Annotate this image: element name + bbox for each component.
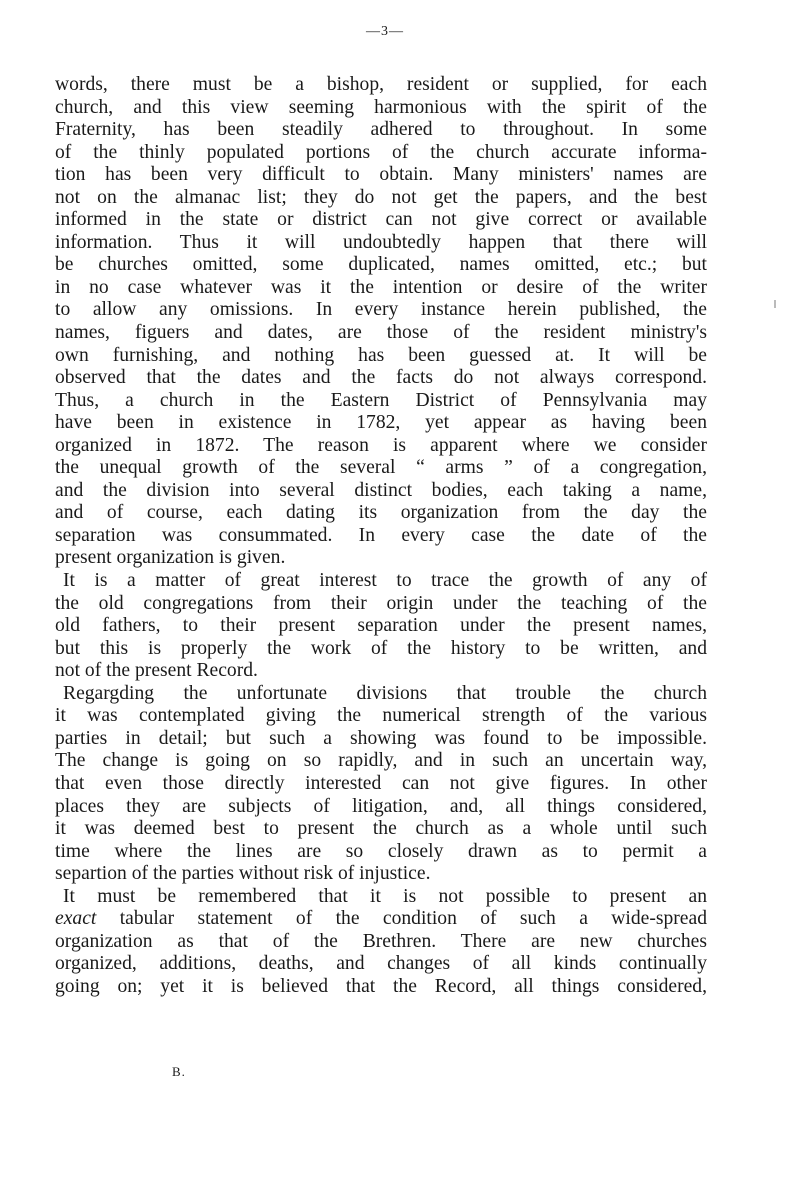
text-line: organized in 1872. The reason is apparent where we consider: [55, 434, 707, 456]
text-line: present organization is given.: [55, 547, 286, 569]
page-number: —3—: [366, 24, 404, 39]
text-line: organized, additions, deaths, and changes of all kinds continually: [55, 953, 707, 975]
text-line: time where the lines are so closely drawn as to permit a: [55, 840, 707, 862]
text-line: Thus, a church in the Eastern District of Pennsylvania may: [55, 389, 707, 411]
text-line: tion has been very difficult to obtain. Many ministers' names are: [55, 164, 707, 186]
text-line: to allow any omissions. In every instance herein published, the: [55, 299, 707, 321]
text-line: [55, 908, 707, 931]
text-line: be churches omitted, some duplicated, names omitted, etc.; but: [55, 254, 707, 276]
text-line: information. Thus it will undoubtedly happen that there will: [55, 231, 707, 253]
text-line-rest: tabular statement of the condition of such a wide-spread: [96, 908, 707, 930]
text-line: it was deemed best to present the church as a whole until such: [55, 818, 707, 840]
text-line: separation was consummated. In every case the date of the: [55, 524, 707, 546]
text-line: places they are subjects of litigation, and, all things considered,: [55, 795, 707, 817]
text-line: but this is properly the work of the history to be written, and: [55, 637, 707, 659]
text-line: informed in the state or district can not give correct or available: [55, 209, 707, 231]
text-line: have been in existence in 1782, yet appear as having been: [55, 412, 707, 434]
text-line: going on; yet it is believed that the Record, all things considered,: [55, 975, 707, 997]
text-line: and the division into several distinct bodies, each taking a name,: [55, 479, 707, 501]
text-line: the unequal growth of the several “ arms ” of a congregation,: [55, 457, 707, 479]
text-line: the old congregations from their origin under the teaching of the: [55, 592, 707, 614]
text-line: observed that the dates and the facts do not always correspond.: [55, 367, 707, 389]
text-line: in no case whatever was it the intention or desire of the writer: [55, 276, 707, 298]
text-line: names, figuers and dates, are those of the resident ministry's: [55, 322, 707, 344]
text-line: words, there must be a bishop, resident or supplied, for each: [55, 74, 707, 95]
text-line: parties in detail; but such a showing was found to be impossible.: [55, 727, 707, 749]
emphasis: exact: [55, 908, 97, 930]
text-line: and of course, each dating its organization from the day the: [55, 502, 707, 524]
text-line: not of the present Record.: [55, 660, 258, 682]
text-line: not on the almanac list; they do not get the papers, and the best: [55, 186, 707, 208]
signature-mark: B.: [172, 1064, 186, 1079]
text-line: old fathers, to their present separation under the present names,: [55, 615, 707, 637]
text-line: of the thinly populated portions of the church accurate informa-: [55, 141, 707, 163]
text-line: It must be remembered that it is not possible to present an: [63, 885, 707, 907]
body-text: [55, 74, 707, 998]
text-line: own furnishing, and nothing has been guessed at. It will be: [55, 344, 707, 366]
text-line: Regargding the unfortunate divisions that trouble the church: [63, 682, 707, 704]
text-line: it was contemplated giving the numerical strength of the various: [55, 705, 707, 727]
text-line: organization as that of the Brethren. There are new churches: [55, 930, 707, 952]
margin-mark: [774, 300, 776, 308]
text-line: It is a matter of great interest to trace the growth of any of: [63, 570, 707, 592]
text-line: Fraternity, has been steadily adhered to throughout. In some: [55, 119, 707, 141]
text-line: separtion of the parties without risk of injustice.: [55, 863, 431, 885]
text-line: church, and this view seeming harmonious with the spirit of the: [55, 96, 707, 118]
text-line: The change is going on so rapidly, and in such an uncertain way,: [55, 750, 707, 772]
text-line: that even those directly interested can not give figures. In other: [55, 772, 707, 794]
